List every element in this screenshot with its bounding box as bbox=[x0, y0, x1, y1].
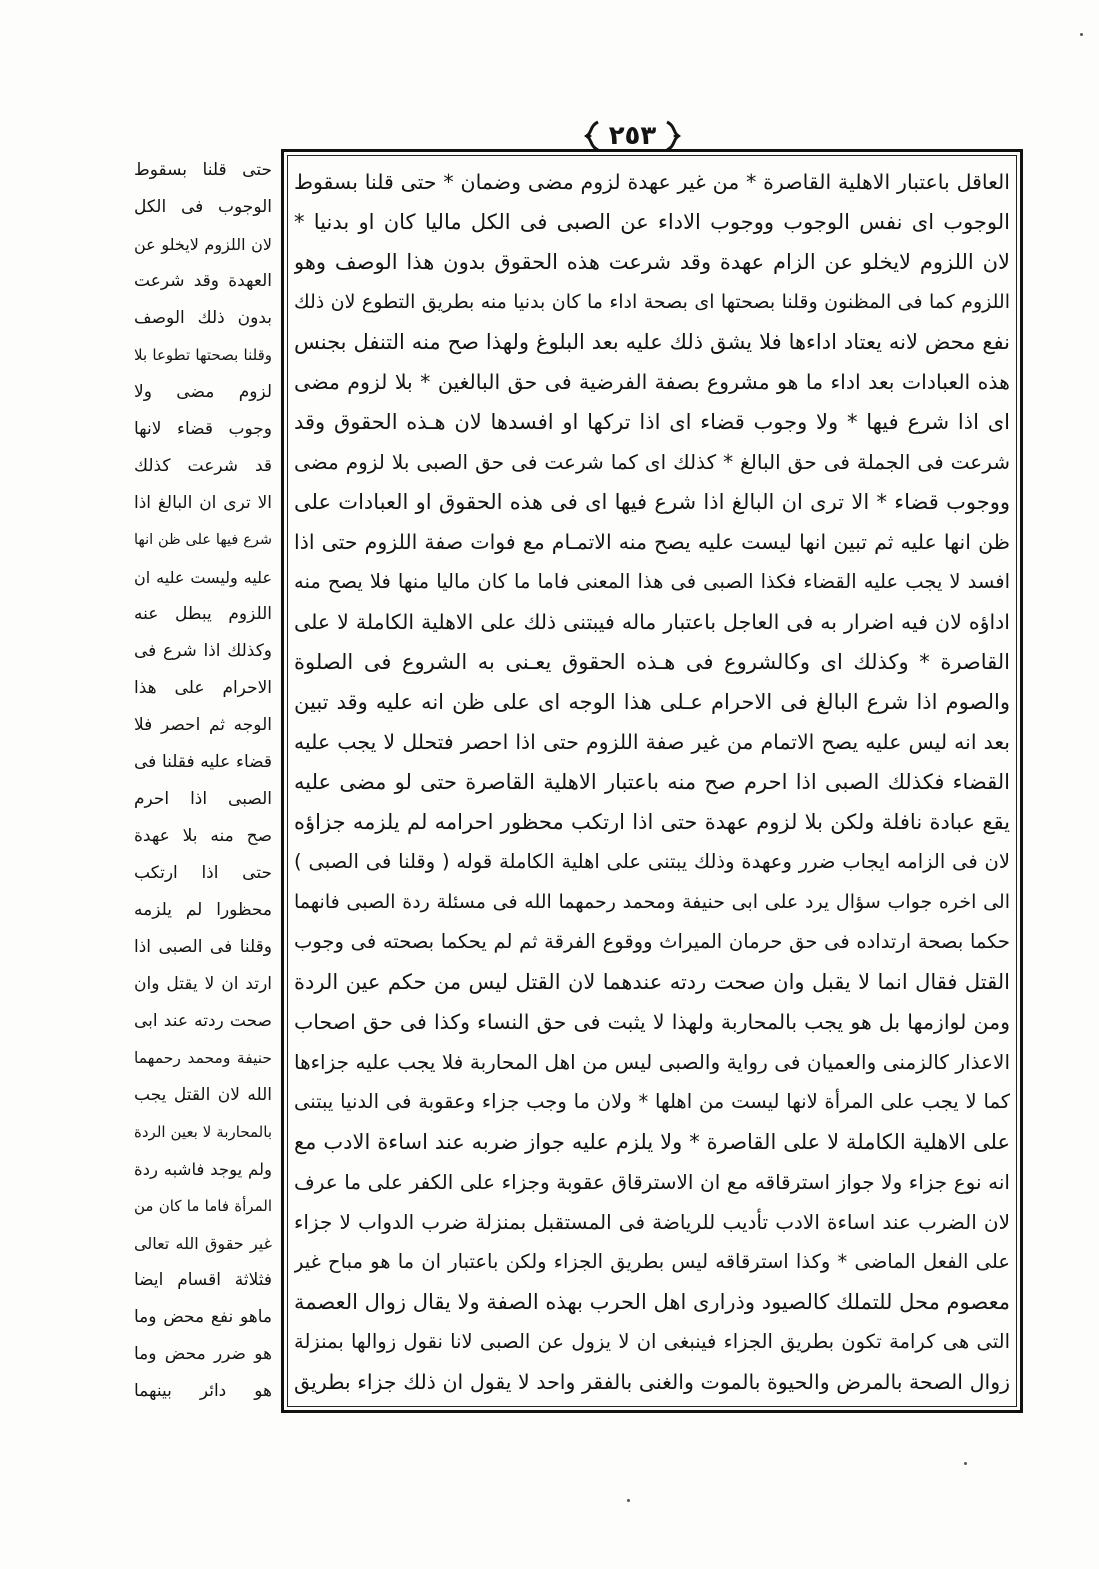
margin-note-line: وقلنا فى الصبى اذا bbox=[134, 937, 272, 957]
margin-note-line: عليه وليست عليه ان bbox=[134, 568, 272, 587]
main-text-line: بعد انه ليس عليه يصح الاتمام من غير صفة اللزوم حتى اذا احصر فتحلل لا يجب عليه bbox=[294, 730, 1010, 754]
margin-note-line: الا ترى ان البالغ اذا bbox=[134, 493, 272, 513]
main-text-line: معصوم محل للتملك كالصيود وذرارى اهل الحرب بهذه الصفة ولا يقال زوال العصمة bbox=[294, 1290, 1010, 1314]
page-number: ٢٥٣ bbox=[608, 121, 657, 151]
margin-note-line: الوجه ثم احصر فلا bbox=[134, 715, 272, 735]
margin-note-line: ماهو نفع محض وما bbox=[134, 1307, 272, 1327]
scan-speck bbox=[627, 1499, 630, 1502]
margin-note-line: وقلنا بصحتها تطوعا بلا bbox=[134, 346, 272, 364]
margin-note-line: حتى اذا ارتكب bbox=[134, 863, 272, 883]
margin-note-line: قد شرعت كذلك bbox=[134, 456, 272, 476]
margin-note-line: العهدة وقد شرعت bbox=[134, 271, 272, 291]
main-text-line: اداؤه لان فيه اضرار به فى العاجل باعتبار ماله فيبتنى ذلك على الاهلية الكاملة لا على bbox=[294, 610, 1010, 634]
main-text bbox=[294, 162, 1010, 1402]
main-text-line: لان فى الزامه ايجاب ضرر وعهدة وذلك يبتنى على اهلية الكاملة قوله ( وقلنا فى الصبى ) bbox=[294, 850, 1010, 873]
main-text-line: اى اذا شرع فيها * ولا وجوب قضاء اى اذا تركها او افسدها لان هـذه الحقوق وقد bbox=[294, 410, 1010, 434]
main-text-line: لان الضرب عند اساءة الادب تأديب للرياضة فى المستقبل بمنزلة ضرب الدواب لا جزاء bbox=[294, 1210, 1010, 1234]
margin-commentary bbox=[134, 152, 272, 1410]
margin-note-line: محظورا لم يلزمه bbox=[134, 900, 272, 920]
margin-note-line: ولم يوجد فاشبه ردة bbox=[134, 1160, 272, 1179]
main-text-line: القتل فقال انما لا يقبل وان صحت ردته عندهما لان القتل ليس من حكم عين الردة bbox=[294, 970, 1010, 994]
main-text-line: افسد لا يجب عليه القضاء فكذا الصبى فى هذا المعنى فاما ما كان ماليا منها فلا يصح منه bbox=[294, 570, 1010, 593]
main-text-line: ومن لوازمها بل هو يجب بالمحاربة ولهذا لا يثبت فى حق النساء وكذا فى حق اصحاب bbox=[294, 1010, 1010, 1034]
margin-note-line: فثلاثة اقسام ايضا bbox=[134, 1270, 272, 1290]
ornament-left-icon bbox=[583, 119, 601, 153]
margin-note-line: هو ضرر محض وما bbox=[134, 1344, 272, 1364]
margin-note-line: وجوب قضاء لانها bbox=[134, 419, 272, 439]
margin-note-line: الله لان القتل يجب bbox=[134, 1085, 272, 1105]
margin-note-line: ارتد ان لا يقتل وان bbox=[134, 974, 272, 994]
main-text-line: العاقل باعتبار الاهلية القاصرة * من غير عهدة لزوم مضى وضمان * حتى قلنا بسقوط bbox=[294, 170, 1010, 194]
main-text-line: شرعت فى الجملة فى حق البالغ * كذلك اى كما شرعت فى حق الصبى بلا لزوم مضى bbox=[294, 450, 1010, 474]
margin-note-line: بالمحاربة لا بعين الردة bbox=[134, 1123, 272, 1141]
margin-note-line: لزوم مضى ولا bbox=[134, 382, 272, 402]
margin-note-line: الوجوب فى الكل bbox=[134, 197, 272, 217]
main-text-line: الوجوب اى نفس الوجوب ووجوب الاداء عن الصبى فى الكل ماليا كان او بدنيا * bbox=[294, 210, 1010, 234]
main-text-line: كما لا يجب على المرأة لانها ليست من اهلها * ولان ما وجب جزاء وعقوبة فى الدنيا يبتنى bbox=[294, 1090, 1010, 1113]
main-text-line: زوال الصحة بالمرض والحيوة بالموت والغنى بالفقر واحد لا يقول ان ذلك جزاء بطريق bbox=[294, 1370, 1010, 1394]
margin-note-line: لان اللزوم لايخلو عن bbox=[134, 235, 272, 254]
margin-note-line: قضاء عليه فقلنا فى bbox=[134, 752, 272, 772]
main-text-line: ووجوب قضاء * الا ترى ان البالغ اذا شرع فيها اى فى هذه الحقوق او العبادات على bbox=[294, 490, 1010, 514]
main-text-line: اللزوم كما فى المظنون وقلنا بصحتها اى بصحة اداء ما كان بدنيا منه بطريق التطوع لان ذلك bbox=[294, 291, 1010, 313]
scan-speck bbox=[964, 1462, 967, 1465]
margin-note-line: صح منه بلا عهدة bbox=[134, 826, 272, 846]
margin-note-line: هو دائر بينهما bbox=[134, 1381, 272, 1401]
main-text-line: انه نوع جزاء ولا جواز استرقاقه مع ان الاسترقاق عقوبة وجزاء على الكفر على ما عرف bbox=[294, 1170, 1010, 1194]
main-text-line: حكما بصحة ارتداده فى حق حرمان الميراث ووقوع الفرقة ثم لم يحكما بصحته فى وجوب bbox=[294, 930, 1010, 953]
main-text-line: نفع محض لانه يعتاد اداءها فلا يشق ذلك عليه بعد البلوغ ولهذا صح منه التنفل بجنس bbox=[294, 330, 1010, 354]
margin-note-line: اللزوم يبطل عنه bbox=[134, 604, 272, 624]
main-text-line: هذه العبادات بعد اداء ما هو مشروع بصفة الفرضية فى حق البالغين * بلا لزوم مضى bbox=[294, 370, 1010, 394]
margin-note-line: الصبى اذا احرم bbox=[134, 789, 272, 809]
main-text-line: الى اخره جواب سؤال يرد على ابى حنيفة ومحمد رحمهما الله فى مسئلة ردة الصبى فانهما bbox=[294, 891, 1010, 913]
main-text-line: القضاء فكذلك الصبى اذا احرم صح منه باعتبار الاهلية القاصرة حتى لو مضى عليه bbox=[294, 770, 1010, 794]
margin-note-line: شرع فيها على ظن انها bbox=[134, 532, 272, 548]
margin-note-line: حنيفة ومحمد رحمهما bbox=[134, 1049, 272, 1067]
margin-note-line: غير حقوق الله تعالى bbox=[134, 1234, 272, 1253]
margin-note-line: صحت ردته عند ابى bbox=[134, 1011, 272, 1031]
main-text-line: التى هى كرامة تكون بطريق الجزاء فينبغى ان لا يزول عن الصبى لانا نقول زوالها بمنزلة bbox=[294, 1330, 1010, 1353]
margin-note-line: الاحرام على هذا bbox=[134, 678, 272, 698]
main-text-line: يقع عبادة نافلة ولكن بلا لزوم عهدة حتى اذا ارتكب محظور احرامه لم يلزمه جزاؤه bbox=[294, 810, 1010, 834]
main-text-line: على الفعل الماضى * وكذا استرقاقه ليس بطريق الجزاء ولكن باعتبار ان ما هو مباح غير bbox=[294, 1250, 1010, 1273]
main-text-line: القاصرة * وكذلك اى وكالشروع فى هـذه الحقوق يعـنى به الشروع فى الصلوة bbox=[294, 650, 1010, 674]
margin-note-line: المرأة فاما ما كان من bbox=[134, 1197, 272, 1215]
ornament-right-icon bbox=[664, 119, 682, 153]
main-text-line: على الاهلية الكاملة لا على القاصرة * ولا يلزم عليه جواز ضربه عند اساءة الادب مع bbox=[294, 1130, 1010, 1154]
margin-note-line: حتى قلنا بسقوط bbox=[134, 160, 272, 180]
main-text-line: والصوم اذا شرع البالغ فى الاحرام عـلى هذا الوجه اى على ظن انه عليه وقد تبين bbox=[294, 690, 1010, 714]
main-text-line: ظن انها عليه ثم تبين انها ليست عليه يصح منه الاتمـام مع فوات صفة اللزوم حتى اذا bbox=[294, 530, 1010, 554]
margin-note-line: وكذلك اذا شرع فى bbox=[134, 641, 272, 661]
main-text-line: لان اللزوم لايخلو عن الزام عهدة وقد شرعت هذه الحقوق بدون هذا الوصف وهو bbox=[294, 250, 1010, 274]
margin-note-line: بدون ذلك الوصف bbox=[134, 308, 272, 328]
scan-speck bbox=[1080, 33, 1083, 36]
main-text-line: الاعذار كالزمنى والعميان فى رواية والصبى ليس من اهل المحاربة فلا يجب عليه جزاءها bbox=[294, 1050, 1010, 1074]
